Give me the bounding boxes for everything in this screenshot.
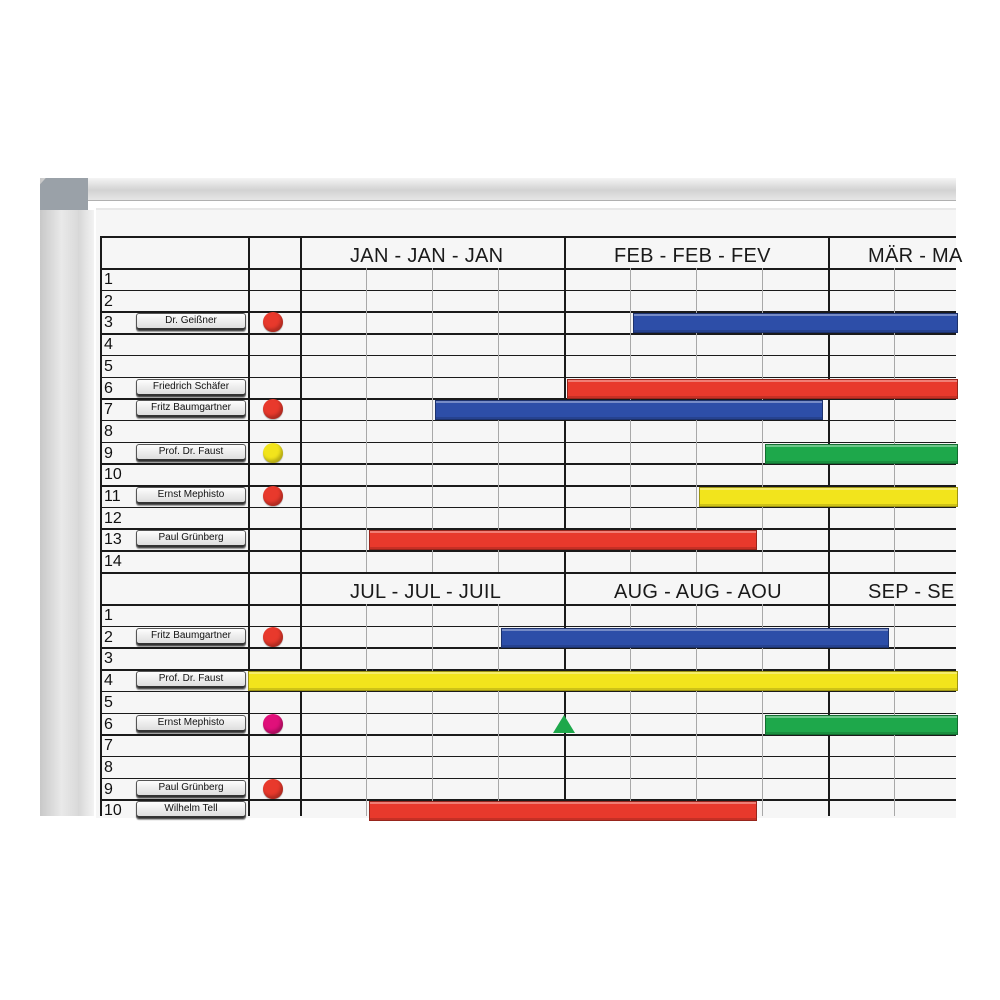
section2-month-label: SEP - SE [868,581,955,603]
section1-week-gridline [432,268,433,572]
section1-month-label: FEB - FEB - FEV [614,245,771,267]
frame-corner-cap [40,178,88,210]
section1-week-gridline [366,268,367,572]
section1-schedule-bar[interactable] [699,487,958,507]
section2-month-divider [564,572,566,816]
section1-schedule-bar[interactable] [369,530,757,550]
section2-week-gridline [432,604,433,816]
section2-column-divider [100,572,102,816]
section1-name-card[interactable]: Paul Grünberg [136,530,246,548]
section1-row-number: 5 [104,357,113,375]
section1-magnet-dot-icon[interactable] [263,443,283,463]
section1-schedule-bar[interactable] [435,400,823,420]
section1-row-number: 1 [104,271,113,288]
section1-row-number: 13 [104,531,122,549]
section2-magnet-dot-icon[interactable] [263,627,283,647]
section1-row-number: 2 [104,292,113,310]
section2-row-number: 4 [104,672,113,690]
section2-month-divider [828,572,830,816]
section2-week-gridline [498,604,499,816]
section1-column-divider [248,236,250,572]
section2-row-number: 7 [104,737,113,755]
section1-row-number: 3 [104,314,113,332]
section1-name-card[interactable]: Ernst Mephisto [136,487,246,505]
section1-name-card[interactable]: Prof. Dr. Faust [136,444,246,462]
section1-schedule-bar[interactable] [633,313,958,333]
section2-name-card[interactable]: Paul Grünberg [136,780,246,798]
board-frame-inner [78,210,94,816]
section2-row-number: 2 [104,628,113,646]
section2-row-number: 9 [104,780,113,798]
section2-triangle-marker-icon[interactable] [553,715,575,733]
section1-row-number: 10 [104,466,122,484]
section1-column-divider [300,236,302,572]
section2-row-number: 6 [104,715,113,733]
section2-schedule-bar[interactable] [501,628,889,648]
board-frame-top [88,178,956,201]
section2-name-card[interactable]: Wilhelm Tell [136,801,246,819]
section1-row-number: 9 [104,444,113,462]
section2-row-number: 5 [104,693,113,711]
section1-row-number: 6 [104,379,113,397]
section1-schedule-bar[interactable] [567,379,958,399]
section1-row-number: 14 [104,553,122,571]
section2-schedule-bar[interactable] [765,715,958,735]
section1-column-divider [100,236,102,572]
section1-month-label: JAN - JAN - JAN [350,245,504,267]
section2-week-gridline [366,604,367,816]
section1-row-number: 11 [104,488,121,505]
section1-row-number: 12 [104,509,122,527]
section2-row-number: 8 [104,758,113,776]
section2-week-gridline [894,604,895,816]
section2-month-label: AUG - AUG - AOU [614,581,782,603]
section1-name-card[interactable]: Dr. Geißner [136,313,246,331]
section2-column-divider [300,572,302,816]
section1-row-number: 8 [104,422,113,440]
section2-row-number: 1 [104,607,113,624]
section2-month-label: JUL - JUL - JUIL [350,581,502,603]
section1-schedule-bar[interactable] [765,444,958,464]
section2-name-card[interactable]: Prof. Dr. Faust [136,671,246,689]
section2-row-number: 3 [104,650,113,668]
section1-name-card[interactable]: Fritz Baumgartner [136,400,246,418]
section2-name-card[interactable]: Fritz Baumgartner [136,628,246,646]
section1-name-card[interactable]: Friedrich Schäfer [136,379,246,397]
section1-magnet-dot-icon[interactable] [263,486,283,506]
section2-row-number: 10 [104,802,122,820]
section1-row-number: 7 [104,401,113,419]
section1-row-number: 4 [104,336,113,354]
section2-magnet-dot-icon[interactable] [263,779,283,799]
section2-schedule-bar[interactable] [369,801,757,821]
section1-month-divider [828,236,830,572]
section2-schedule-bar[interactable] [248,671,958,691]
section1-month-label: MÄR - MA [868,245,963,267]
section2-magnet-dot-icon[interactable] [263,714,283,734]
section2-column-divider [248,572,250,816]
section2-name-card[interactable]: Ernst Mephisto [136,715,246,733]
